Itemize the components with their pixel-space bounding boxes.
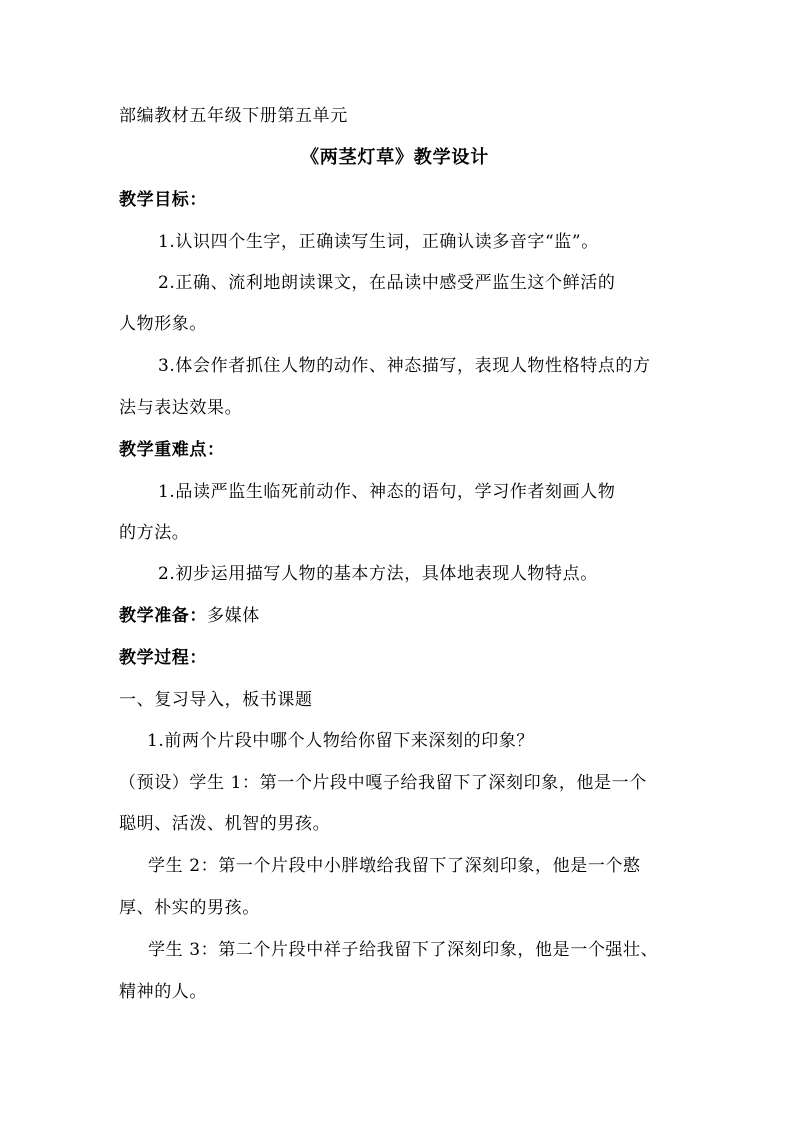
document-subtitle: 部编教材五年级下册第五单元 (119, 106, 348, 126)
process-student-2: 学生 2：第一个片段中小胖墩给我留下了深刻印象，他是一个憨 (148, 856, 641, 876)
document-title: 《两茎灯草》教学设计 (301, 147, 489, 168)
key-points-heading: 教学重难点： (119, 440, 225, 460)
process-question-1: 1.前两个片段中哪个人物给你留下来深刻的印象？ (147, 731, 535, 751)
preparation-heading: 教学准备： (119, 606, 207, 626)
key-point-2: 2.初步运用描写人物的基本方法，具体地表现人物特点。 (158, 564, 598, 584)
goal-item-1: 1.认识四个生字，正确读写生词，正确认读多音字“监”。 (158, 232, 599, 252)
process-student-3: 学生 3：第二个片段中祥子给我留下了深刻印象，他是一个强壮、 (148, 940, 659, 960)
process-student-2-cont: 厚、朴实的男孩。 (119, 898, 260, 918)
goal-item-2: 2.正确、流利地朗读课文，在品读中感受严监生这个鲜活的 (158, 273, 616, 293)
goal-item-3-cont: 法与表达效果。 (119, 398, 243, 418)
process-student-1: （预设）学生 1：第一个片段中嘎子给我留下了深刻印象，他是一个 (119, 773, 647, 793)
goal-item-3: 3.体会作者抓住人物的动作、神态描写，表现人物性格特点的方 (158, 356, 651, 376)
process-heading: 教学过程： (119, 648, 207, 668)
preparation-value: 多媒体 (207, 606, 260, 626)
key-point-1-cont: 的方法。 (119, 523, 190, 543)
goal-item-2-cont: 人物形象。 (119, 314, 207, 334)
process-section-1: 一、复习导入，板书课题 (119, 690, 313, 710)
process-student-1-cont: 聪明、活泼、机智的男孩。 (119, 814, 331, 834)
preparation-line (119, 606, 260, 626)
goals-heading: 教学目标： (119, 190, 207, 210)
process-student-3-cont: 精神的人。 (119, 982, 207, 1002)
key-point-1: 1.品读严监生临死前动作、神态的语句，学习作者刻画人物 (158, 482, 616, 502)
